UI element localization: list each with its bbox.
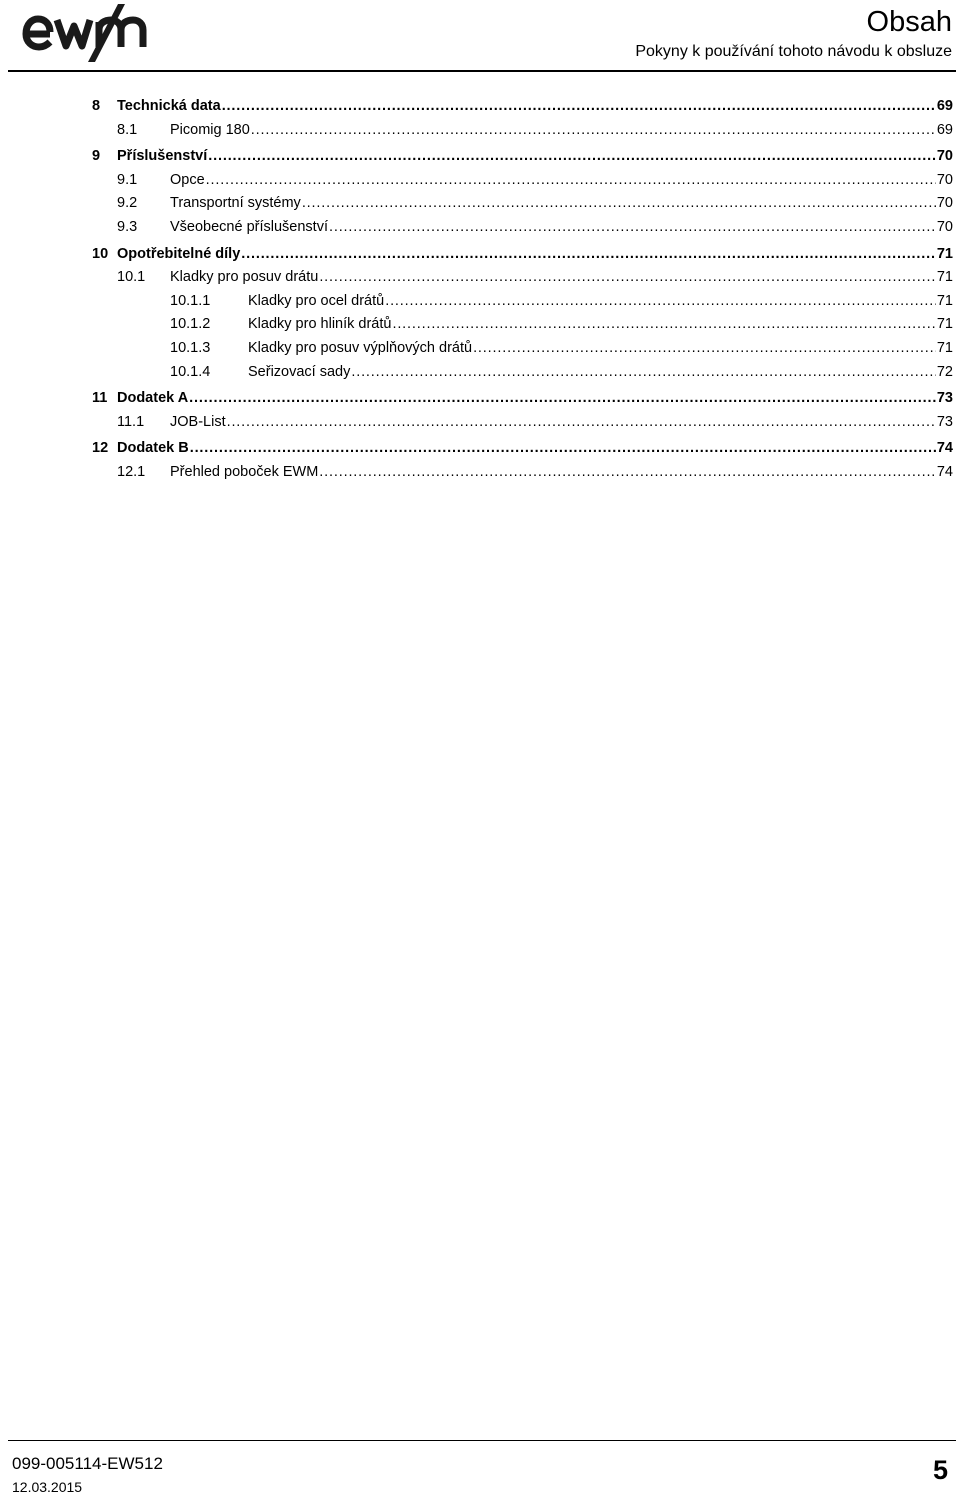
toc-entry-page: 69	[936, 121, 953, 138]
toc-entry-number: 11	[92, 390, 108, 407]
document-date: 12.03.2015	[12, 1479, 83, 1495]
toc-entry-number: 10	[92, 245, 109, 262]
ewm-logo	[22, 2, 164, 64]
toc-entry[interactable]	[92, 244, 953, 264]
toc-entry-number: 9.3	[117, 219, 138, 235]
toc-entry[interactable]	[117, 170, 953, 190]
toc-entry-title: Transportní systémy	[170, 195, 301, 212]
toc-entry-title: Dodatek B	[117, 440, 189, 457]
toc-dot-leader	[251, 120, 936, 140]
toc-entry-number: 12	[92, 440, 109, 457]
toc-entry-title: Kladky pro hliník drátů	[248, 316, 392, 333]
toc-dot-leader	[473, 338, 936, 358]
toc-entry-page: 71	[936, 245, 953, 262]
toc-entry-title: Seřizovací sady	[248, 363, 351, 380]
toc-entry[interactable]	[117, 267, 953, 287]
toc-entry-title: Všeobecné příslušenství	[170, 219, 328, 235]
toc-entry[interactable]	[170, 362, 953, 382]
toc-entry[interactable]	[170, 338, 953, 358]
toc-entry[interactable]	[117, 412, 953, 432]
toc-dot-leader	[385, 291, 936, 311]
toc-entry-page: 73	[936, 413, 953, 430]
toc-dot-leader	[189, 388, 936, 408]
toc-entry-number: 8	[92, 98, 101, 114]
toc-entry-number: 12.1	[117, 464, 146, 480]
toc-entry[interactable]	[170, 291, 953, 311]
toc-entry[interactable]	[117, 120, 953, 140]
toc-entry-number: 10.1	[117, 269, 146, 286]
toc-entry[interactable]	[170, 314, 953, 334]
toc-entry-page: 71	[936, 292, 953, 309]
toc-entry-title: Přehled poboček EWM	[170, 464, 319, 480]
toc-dot-leader	[319, 267, 936, 287]
toc-entry-page: 69	[936, 98, 953, 114]
toc-entry-number: 9.1	[117, 171, 138, 188]
toc-entry-number: 11.1	[117, 413, 145, 430]
toc-entry-page: 70	[936, 219, 953, 235]
toc-entry-title: JOB-List	[170, 413, 226, 430]
toc-entry-title: Kladky pro ocel drátů	[248, 292, 385, 309]
toc-entry-title: Opce	[170, 171, 205, 188]
toc-entry-page: 70	[936, 148, 953, 165]
toc-entry-number: 9.2	[117, 195, 138, 212]
page-subtitle: Pokyny k používání tohoto návodu k obsluze	[635, 43, 952, 60]
toc-entry-number: 8.1	[117, 121, 138, 138]
toc-dot-leader	[227, 412, 936, 432]
page-number: 5	[932, 1455, 948, 1485]
toc-dot-leader	[319, 462, 936, 482]
toc-entry[interactable]	[117, 217, 953, 237]
toc-entry-page: 71	[936, 316, 953, 333]
toc-entry-page: 70	[936, 195, 953, 212]
toc-dot-leader	[302, 193, 936, 213]
footer-divider	[8, 1440, 956, 1441]
page-title: Obsah	[866, 6, 952, 38]
toc-dot-leader	[208, 146, 936, 166]
toc-entry-title: Technická data	[117, 98, 221, 114]
toc-entry[interactable]	[92, 96, 953, 116]
toc-entry-title: Picomig 180	[170, 121, 250, 138]
toc-entry[interactable]	[117, 193, 953, 213]
toc-entry-title: Kladky pro posuv výplňových drátů	[248, 340, 473, 356]
toc-entry-title: Opotřebitelné díly	[117, 245, 241, 262]
toc-entry[interactable]	[92, 388, 953, 408]
toc-entry-number: 10.1.3	[170, 340, 211, 356]
toc-entry-number: 10.1.4	[170, 363, 211, 380]
toc-entry-page: 71	[936, 269, 953, 286]
toc-entry-number: 10.1.2	[170, 316, 211, 333]
toc-dot-leader	[206, 170, 936, 190]
toc-dot-leader	[351, 362, 936, 382]
toc-entry-page: 73	[936, 390, 953, 407]
toc-dot-leader	[190, 438, 936, 458]
toc-entry[interactable]	[92, 146, 953, 166]
toc-entry-page: 74	[936, 464, 953, 480]
toc-entry-number: 9	[92, 148, 101, 165]
toc-dot-leader	[392, 314, 935, 334]
toc-dot-leader	[329, 217, 936, 237]
document-number: 099-005114-EW512	[12, 1454, 163, 1473]
header-divider	[8, 70, 956, 72]
toc-entry-page: 71	[936, 340, 953, 356]
toc-entry-page: 74	[936, 440, 953, 457]
toc-entry-title: Kladky pro posuv drátu	[170, 269, 319, 286]
toc-dot-leader	[222, 96, 936, 116]
toc-dot-leader	[241, 244, 936, 264]
toc-entry-title: Příslušenství	[117, 148, 208, 165]
toc-entry-page: 70	[936, 171, 953, 188]
toc-entry[interactable]	[92, 438, 953, 458]
toc-entry-number: 10.1.1	[170, 292, 211, 309]
toc-entry-title: Dodatek A	[117, 390, 189, 407]
toc-entry-page: 72	[936, 363, 953, 380]
toc-entry[interactable]	[117, 462, 953, 482]
